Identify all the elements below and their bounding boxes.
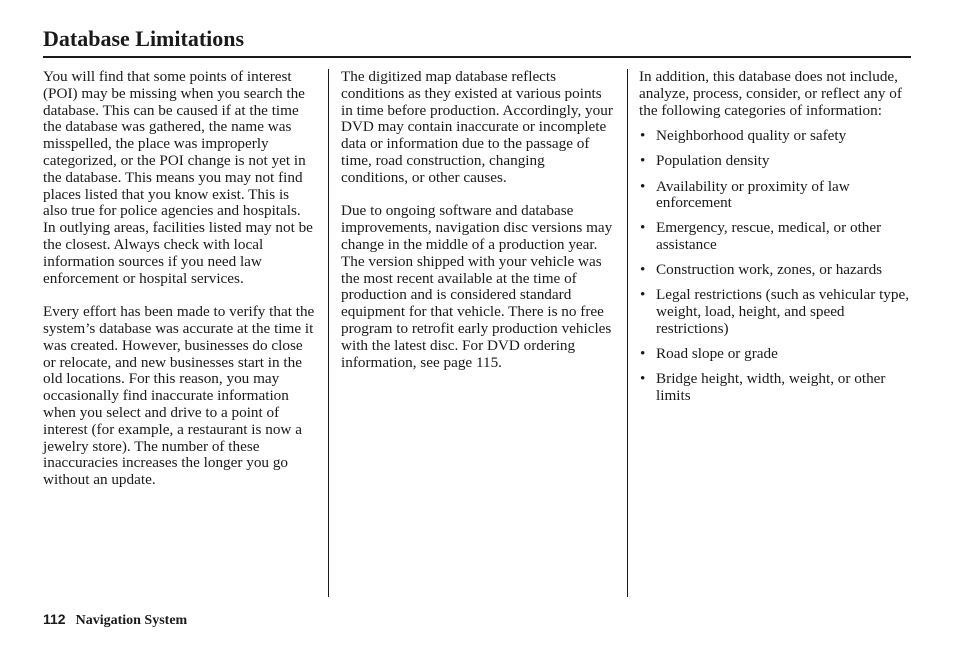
bullet-icon: • xyxy=(640,177,646,195)
list-item-text: Emergency, rescue, medical, or other assistance xyxy=(656,219,882,254)
list-item xyxy=(639,153,914,170)
paragraph-map-database: The digitized map database reflects conditions as they existed at various points in time before production. Accordingly, your DVD may contain inaccurate or incomplete data or information due to the passage of time, road construction, changing conditions, or other causes. xyxy=(341,68,613,186)
page-number: 112 xyxy=(43,611,66,627)
page-title: Database Limitations xyxy=(43,26,245,51)
paragraph-not-included-intro: In addition, this database does not include, analyze, process, consider, or reflect any of the following categories of information: xyxy=(639,68,902,119)
list-item xyxy=(639,179,914,213)
title-divider xyxy=(43,56,911,58)
paragraph-disc-versions: Due to ongoing software and database improvements, navigation disc versions may change in the middle of a production year. The version shipped with your vehicle was the most recent available at the time of production and is considered standard equipment for that vehicle. There is no free program to retrofit early production vehicles with the latest disc. For DVD ordering information, see page 115. xyxy=(341,202,613,371)
bullet-icon: • xyxy=(640,345,646,363)
bullet-icon: • xyxy=(640,127,646,145)
column-right xyxy=(639,69,914,413)
excluded-categories-list xyxy=(639,128,914,404)
column-divider-right xyxy=(627,69,628,597)
list-item xyxy=(639,287,914,337)
list-item-text: Neighborhood quality or safety xyxy=(656,127,847,145)
list-item xyxy=(639,128,914,145)
list-item xyxy=(639,220,914,254)
list-item-text: Availability or proximity of law enforcement xyxy=(656,177,850,212)
list-item xyxy=(639,371,914,405)
bullet-icon: • xyxy=(640,152,646,170)
paragraph-database-accuracy: Every effort has been made to verify that the system’s database was accurate at the time it was created. However, businesses do close or relocate, and new businesses start in the old locations. For this reason, you may occasionally find inaccurate information when you select and drive to a point of interest (for example, a restaurant is now a jewelry store). The number of these inaccuracies increases the longer you go without an update. xyxy=(43,303,315,489)
bullet-icon: • xyxy=(640,261,646,279)
list-item-text: Road slope or grade xyxy=(656,345,778,363)
bullet-icon: • xyxy=(640,286,646,304)
page-footer xyxy=(43,610,187,630)
list-item xyxy=(639,346,914,363)
list-item-text: Legal restrictions (such as vehicular type, weight, load, height, and speed restrictions) xyxy=(656,286,910,338)
list-item xyxy=(639,262,914,279)
list-item-text: Population density xyxy=(656,152,770,170)
bullet-icon: • xyxy=(640,370,646,388)
column-middle xyxy=(341,69,613,388)
column-divider-left xyxy=(328,69,329,597)
list-item-text: Construction work, zones, or hazards xyxy=(656,261,883,279)
column-left xyxy=(43,69,315,506)
list-item-text: Bridge height, width, weight, or other limits xyxy=(656,370,886,405)
section-name: Navigation System xyxy=(75,613,188,628)
bullet-icon: • xyxy=(640,219,646,237)
paragraph-poi-missing: You will find that some points of interest (POI) may be missing when you search the database. This can be caused if at the time the database was gathered, the name was misspelled, the place was improperly categorized, or the POI change is not yet in the database. This means you may not find places listed that you know exist. This is also true for police agencies and hospitals. In outlying areas, facilities listed may not be the closest. Always check with local information sources if you need law enforcement or hospital services. xyxy=(43,68,313,287)
